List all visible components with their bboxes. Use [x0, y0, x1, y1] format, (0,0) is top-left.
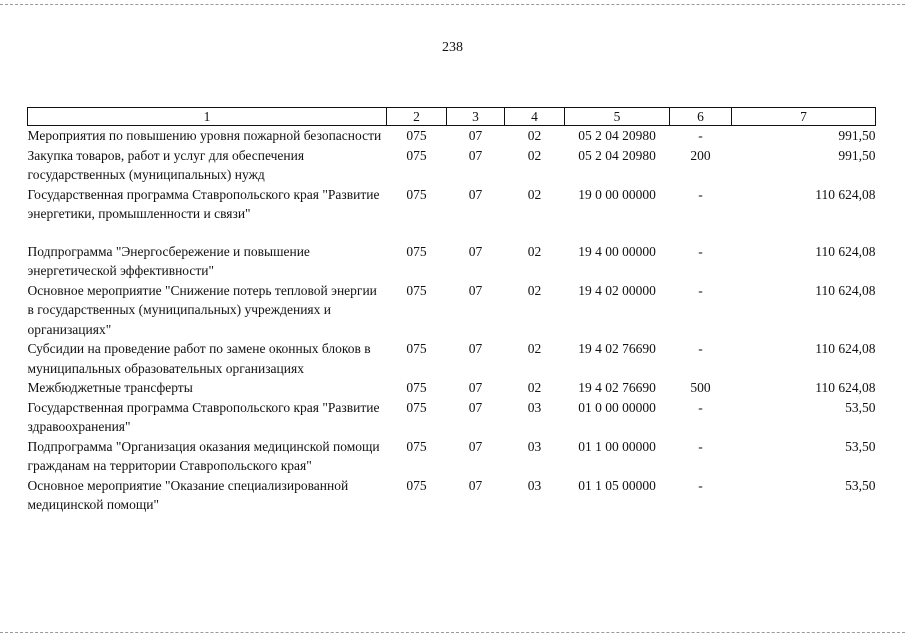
scan-edge-top — [0, 4, 905, 5]
row-code-6: - — [698, 243, 703, 259]
page-number: 238 — [442, 40, 463, 55]
row-name: Государственная программа Ставропольского края "Развитие энергетики, промышленности и связи" — [27, 186, 380, 221]
row-code-4: 02 — [527, 243, 542, 259]
row-code-2: 075 — [406, 243, 427, 259]
row-code-4: 03 — [527, 477, 542, 493]
row-sum: 110 624,08 — [815, 243, 876, 259]
col-header-2: 2 — [387, 108, 447, 126]
row-name: Подпрограмма "Организация оказания медицинской помощи гражданам на территории Ставропольского края" — [27, 438, 380, 473]
row-code-6: - — [698, 438, 703, 454]
row-code-4: 02 — [527, 282, 542, 298]
row-code-6: - — [698, 341, 703, 356]
row-code-3: 07 — [468, 399, 483, 415]
row-sum: 991,50 — [838, 128, 876, 143]
row-code-6: - — [698, 186, 703, 202]
row-code-3: 07 — [468, 147, 483, 163]
row-code-6: - — [698, 477, 703, 493]
row-sum: 53,50 — [845, 399, 876, 415]
row-name: Закупка товаров, работ и услуг для обеспечения государственных (муниципальных) нужд — [27, 147, 305, 182]
row-code-5: 19 4 02 00000 — [578, 282, 656, 298]
row-code-6: 200 — [690, 147, 711, 163]
row-code-5: 05 2 04 20980 — [578, 147, 656, 163]
row-code-4: 02 — [527, 341, 542, 356]
row-code-2: 075 — [406, 147, 427, 163]
row-code-2: 075 — [406, 341, 427, 356]
row-name: Основное мероприятие "Снижение потерь тепловой энергии в государственных (муниципальных) учреждениях и организациях" — [27, 282, 377, 337]
row-code-3: 07 — [468, 341, 483, 356]
row-code-4: 02 — [527, 147, 542, 163]
row-code-5: 19 0 00 00000 — [578, 186, 656, 202]
col-header-5: 5 — [565, 108, 670, 126]
row-code-3: 07 — [468, 438, 483, 454]
table-row — [28, 185, 876, 242]
row-name: Межбюджетные трансферты — [27, 380, 193, 395]
table-row — [28, 398, 876, 437]
row-code-4: 02 — [527, 186, 542, 202]
table-row — [28, 476, 876, 515]
row-code-6: 500 — [690, 380, 711, 395]
col-header-3: 3 — [447, 108, 505, 126]
col-header-6: 6 — [670, 108, 732, 126]
row-code-6: - — [698, 399, 703, 415]
header-row — [28, 108, 876, 126]
row-name: Субсидии на проведение работ по замене оконных блоков в муниципальных образовательных организациях — [27, 341, 371, 376]
row-code-5: 01 1 05 00000 — [578, 477, 656, 493]
row-code-6: - — [698, 128, 703, 143]
row-code-4: 03 — [527, 399, 542, 415]
row-name: Подпрограмма "Энергосбережение и повышение энергетической эффективности" — [27, 243, 310, 278]
row-code-2: 075 — [406, 477, 427, 493]
row-code-3: 07 — [468, 128, 483, 143]
row-code-5: 01 0 00 00000 — [578, 399, 656, 415]
row-code-5: 19 4 00 00000 — [578, 243, 656, 259]
table-row — [28, 437, 876, 476]
row-sum: 110 624,08 — [815, 380, 876, 395]
row-code-3: 07 — [468, 282, 483, 298]
row-code-3: 07 — [468, 477, 483, 493]
row-code-5: 05 2 04 20980 — [578, 128, 656, 143]
row-name: Основное мероприятие "Оказание специализированной медицинской помощи" — [27, 477, 349, 512]
row-code-4: 02 — [527, 128, 542, 143]
table-row — [28, 146, 876, 185]
table-row — [28, 242, 876, 281]
row-code-5: 01 1 00 00000 — [578, 438, 656, 454]
row-sum: 991,50 — [838, 147, 876, 163]
row-name: Государственная программа Ставропольского края "Развитие здравоохранения" — [27, 399, 380, 434]
row-code-2: 075 — [406, 186, 427, 202]
row-sum: 110 624,08 — [815, 186, 876, 202]
row-sum: 53,50 — [845, 477, 876, 493]
table-row — [28, 339, 876, 378]
budget-table — [27, 107, 876, 515]
table-row — [28, 126, 876, 146]
row-sum: 110 624,08 — [815, 341, 876, 356]
row-name: Мероприятия по повышению уровня пожарной безопасности — [27, 128, 382, 143]
row-code-2: 075 — [406, 282, 427, 298]
col-header-7: 7 — [732, 108, 876, 126]
row-code-2: 075 — [406, 438, 427, 454]
row-code-2: 075 — [406, 399, 427, 415]
row-code-4: 03 — [527, 438, 542, 454]
scan-edge-bottom — [0, 632, 905, 633]
row-code-4: 02 — [527, 380, 542, 395]
table-row — [28, 378, 876, 398]
row-code-3: 07 — [468, 243, 483, 259]
row-code-3: 07 — [468, 380, 483, 395]
row-code-6: - — [698, 282, 703, 298]
row-code-2: 075 — [406, 128, 427, 143]
row-sum: 53,50 — [845, 438, 876, 454]
row-code-2: 075 — [406, 380, 427, 395]
row-sum: 110 624,08 — [815, 282, 876, 298]
col-header-4: 4 — [505, 108, 565, 126]
row-code-5: 19 4 02 76690 — [578, 380, 656, 395]
col-header-1: 1 — [28, 108, 387, 126]
row-code-3: 07 — [468, 186, 483, 202]
table-row — [28, 281, 876, 340]
row-code-5: 19 4 02 76690 — [578, 341, 656, 356]
